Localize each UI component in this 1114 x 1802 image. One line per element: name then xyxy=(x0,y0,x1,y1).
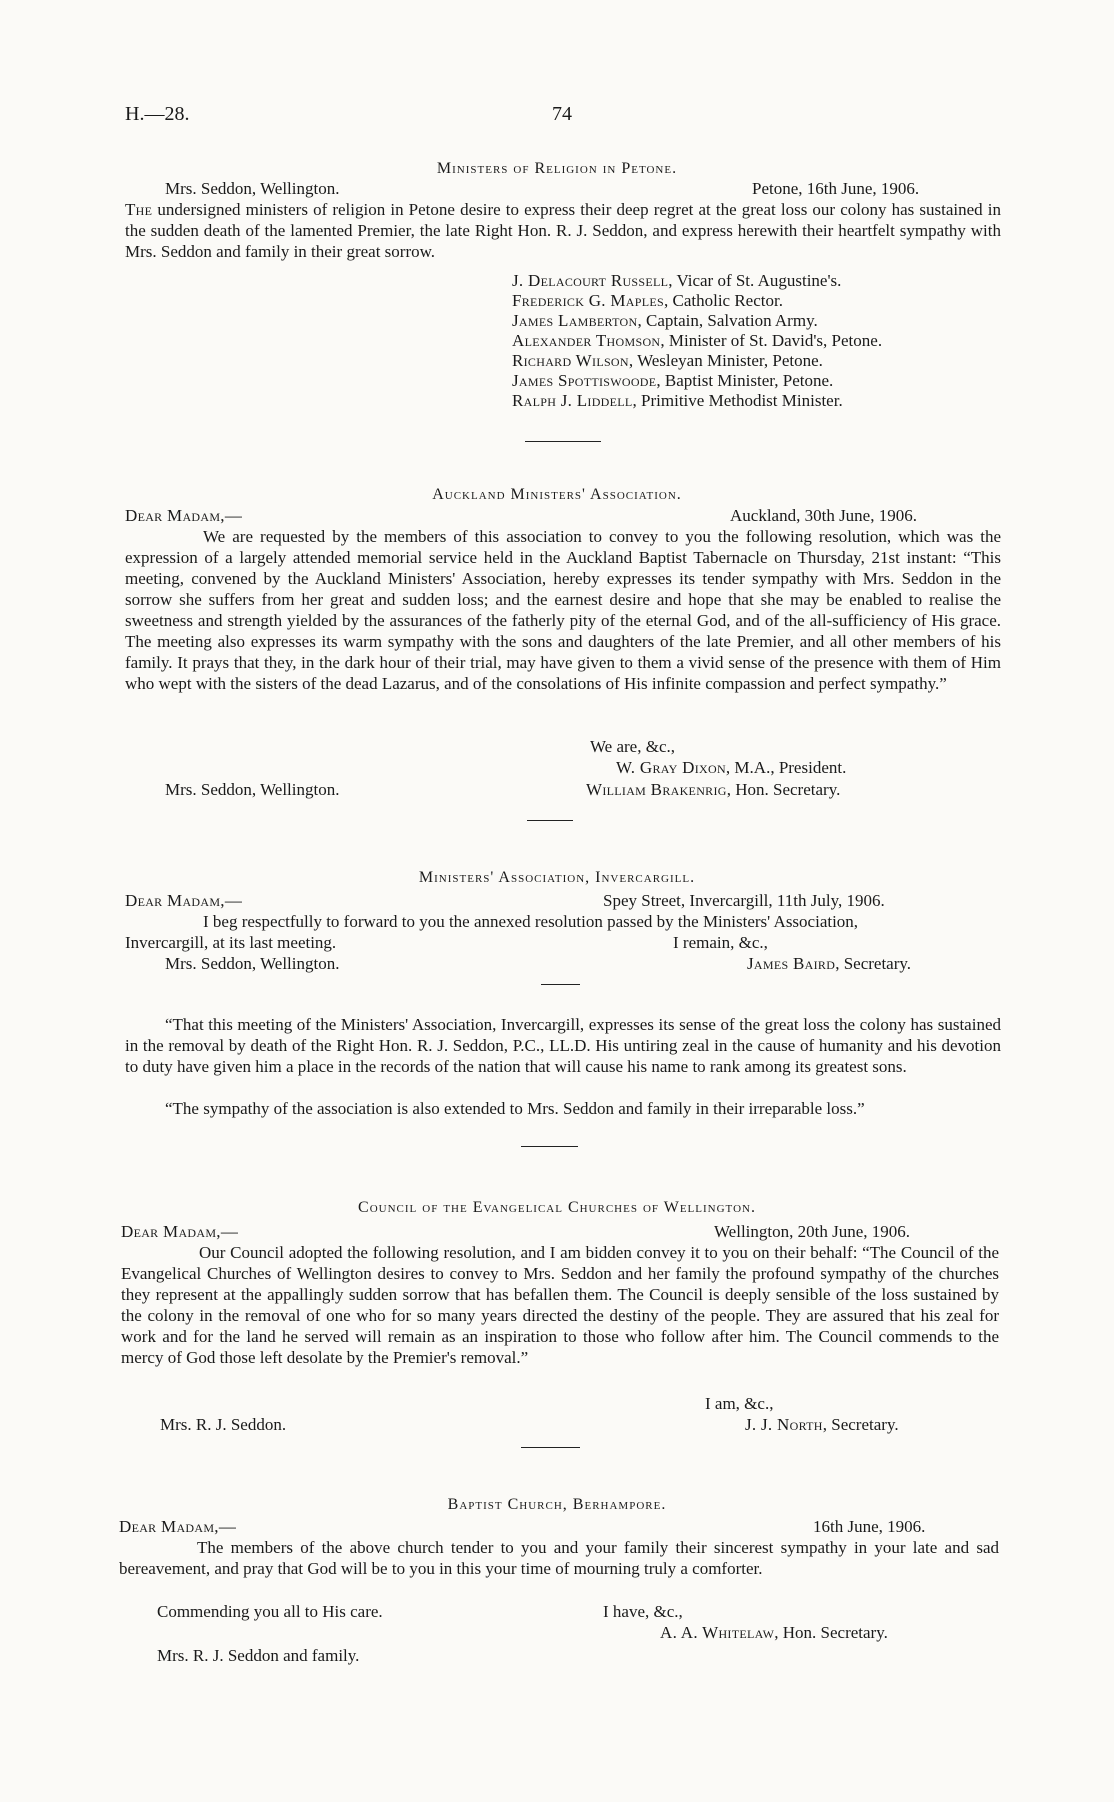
letter-date: Auckland, 30th June, 1906. xyxy=(730,506,917,525)
section-divider xyxy=(521,1447,580,1448)
resolution-text: “The sympathy of the association is also extended to Mrs. Seddon and family in their irreparable loss.” xyxy=(165,1099,865,1118)
page-number: 74 xyxy=(552,103,572,125)
addressee: Mrs. Seddon, Wellington. xyxy=(165,780,340,799)
letter-body: We are requested by the members of this association to convey to you the following resolution, which was the expression of a largely attended memorial service held in the Auckland Baptist Tabernacle on Thursday, 21st instant: “This meeting, convened by the Auckland Ministers' Association, hereby expresses its tender sympathy with Mrs. Seddon in the sorrow she suffers from her great and sudden loss; and the earnest desire and hope that she may be enabled to realise the sweetness and strength yielded by the assurances of the fatherly pity of the eternal God, and of the all-sufficiency of His grace. The meeting also expresses its warm sympathy with the sons and daughters of the late Premier, and all other members of his family. It prays that they, in the dark hour of their trial, may have given to them a vivid sense of the presence with them of Him who wept with the sisters of the dead Lazarus, and of the consolations of His infinite compassion and perfect sympathy.” xyxy=(125,527,1001,693)
section-title-evangelical: Council of the Evangelical Churches of Wellington. xyxy=(358,1199,756,1216)
salutation: Dear Madam,— xyxy=(125,506,243,525)
addressee: Mrs. Seddon, Wellington. xyxy=(165,179,340,198)
salutation: Dear Madam,— xyxy=(119,1517,237,1536)
signer: J. J. North, Secretary. xyxy=(745,1415,899,1434)
section-divider xyxy=(541,984,580,985)
addressee: Mrs. Seddon, Wellington. xyxy=(165,954,340,973)
signer-2: William Brakenrig, Hon. Secretary. xyxy=(586,780,841,799)
signer-2: Frederick G. Maples, Catholic Rector. xyxy=(512,291,783,310)
section-title-auckland: Auckland Ministers' Association. xyxy=(432,486,682,503)
addressee: Mrs. R. J. Seddon. xyxy=(160,1415,287,1434)
lead-word: The xyxy=(125,200,153,219)
signer-5: Richard Wilson, Wesleyan Minister, Petone. xyxy=(512,351,823,370)
letter-body: The members of the above church tender to you and your family their sincerest sympathy in your late and sad bereavement, and pray that God will be to you in this your time of mourning truly a comforter. xyxy=(119,1538,999,1578)
letter-body: Invercargill, at its last meeting. xyxy=(125,933,337,952)
signer-7: Ralph J. Liddell, Primitive Methodist Minister. xyxy=(512,391,843,410)
letter-date: Wellington, 20th June, 1906. xyxy=(714,1222,911,1241)
section-title-petone: Ministers of Religion in Petone. xyxy=(436,160,678,177)
signer-1: W. Gray Dixon, M.A., President. xyxy=(616,758,847,777)
closing: I remain, &c., xyxy=(673,933,768,952)
letter-date: Petone, 16th June, 1906. xyxy=(752,179,920,198)
resolution-text: “That this meeting of the Ministers' Association, Invercargill, expresses its sense of the great loss the colony has sustained in the removal by death of the Right Hon. R. J. Seddon, P.C., LL.D. His untiring zeal in the cause of humanity and his devotion to duty have given him a place in the records of the nation that will cause his name to rank among its greatest sons. xyxy=(125,1015,1001,1076)
signer-3: James Lamberton, Captain, Salvation Army. xyxy=(512,311,818,330)
section-divider xyxy=(525,441,601,442)
letter-body: Our Council adopted the following resolution, and I am bidden convey it to you on their behalf: “The Council of the Evangelical Churches of Wellington desires to convey to Mrs. Seddon and her family the profound sympathy of the churches they represent at the appallingly sudden sorrow that has befallen them. The Council is deeply sensible of the loss sustained by the colony in the removal of one who for so many years directed the destiny of the people. They are assured that his zeal for work and for the land he served will remain as an inspiration to those who follow after him. The Council commends to the mercy of God those left desolate by the Premier's removal.” xyxy=(121,1243,999,1367)
salutation: Dear Madam,— xyxy=(125,891,243,910)
letter-body xyxy=(125,199,1001,262)
signer-1: J. Delacourt Russell, Vicar of St. Augustine's. xyxy=(512,271,842,290)
addressee: Mrs. R. J. Seddon and family. xyxy=(157,1646,360,1665)
closing: We are, &c., xyxy=(590,737,675,756)
letter-body: I beg respectfully to forward to you the annexed resolution passed by the Ministers' Association, xyxy=(203,912,859,931)
document-reference: H.—28. xyxy=(125,103,190,125)
letter-date: 16th June, 1906. xyxy=(813,1517,926,1536)
salutation: Dear Madam,— xyxy=(121,1222,239,1241)
section-divider xyxy=(527,820,573,821)
letter-body-text: undersigned ministers of religion in Petone desire to express their deep regret at the great loss our colony has sustained in the sudden death of the lamented Premier, the late Right Hon. R. J. Seddon, and express herewith their heartfelt sympathy with Mrs. Seddon and family in their great sorrow. xyxy=(125,200,1001,261)
closing: I have, &c., xyxy=(603,1602,683,1621)
letter-date: Spey Street, Invercargill, 11th July, 1906. xyxy=(603,891,885,910)
closing: I am, &c., xyxy=(705,1394,774,1413)
commendation: Commending you all to His care. xyxy=(157,1602,383,1621)
section-divider xyxy=(521,1146,578,1147)
signer-4: Alexander Thomson, Minister of St. David's, Petone. xyxy=(512,331,883,350)
section-title-invercargill: Ministers' Association, Invercargill. xyxy=(418,869,696,886)
section-title-berhampore: Baptist Church, Berhampore. xyxy=(447,1496,667,1513)
signer-6: James Spottiswoode, Baptist Minister, Petone. xyxy=(512,371,834,390)
signer: James Baird, Secretary. xyxy=(747,954,912,973)
signer: A. A. Whitelaw, Hon. Secretary. xyxy=(660,1623,888,1642)
